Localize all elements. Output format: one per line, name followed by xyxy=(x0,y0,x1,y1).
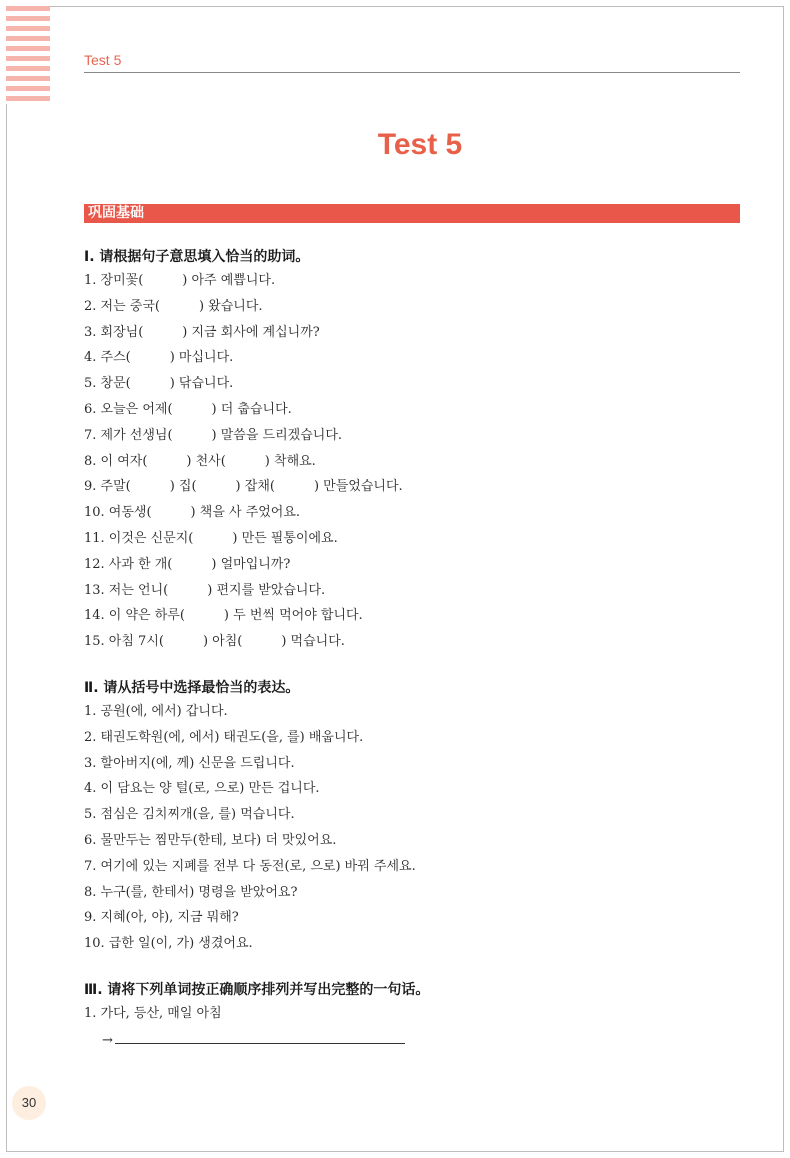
exercise-item: 4. 주스( ) 마십니다. xyxy=(84,350,234,366)
exercise-item: 5. 창문( ) 닦습니다. xyxy=(84,376,234,392)
part-heading: Ⅰ. 请根据句子意思填入恰当的助词。 xyxy=(84,249,310,265)
exercise-item: 7. 제가 선생님( ) 말씀을 드리겠습니다. xyxy=(84,427,343,443)
section-bar xyxy=(84,204,740,223)
section-label: 巩固基础 xyxy=(88,205,144,221)
part-1 xyxy=(84,246,740,655)
exercise-item: 11. 이것은 신문지( ) 만든 필통이에요. xyxy=(84,530,338,546)
exercise-item: 5. 점심은 김치찌개(을, 를) 먹습니다. xyxy=(84,807,295,823)
exercise-item: 14. 이 약은 하루( ) 두 번씩 먹어야 합니다. xyxy=(84,608,363,624)
page-title: Test 5 xyxy=(377,128,463,161)
exercise-item: 15. 아침 7시( ) 아침( ) 먹습니다. xyxy=(84,634,345,650)
exercise-item: 10. 여동생( ) 책을 사 주었어요. xyxy=(84,505,301,521)
exercise-item: 12. 사과 한 개( ) 얼마입니까? xyxy=(84,556,291,572)
part-2 xyxy=(84,677,740,957)
exercise-item: 3. 회장님( ) 지금 회사에 계십니까? xyxy=(84,324,320,340)
decorative-stripes xyxy=(6,6,50,104)
exercise-item: 1. 공원(에, 에서) 갑니다. xyxy=(84,703,228,719)
arrow-icon: → xyxy=(102,1032,113,1048)
header-rule xyxy=(84,72,740,73)
answer-line xyxy=(84,1027,740,1055)
spacer xyxy=(84,957,740,979)
exercise-item: 3. 할아버지(에, 께) 신문을 드립니다. xyxy=(84,755,295,771)
part-heading: Ⅱ. 请从括号中选择最恰当的表达。 xyxy=(84,679,300,696)
exercise-item: 8. 이 여자( ) 천사( ) 착해요. xyxy=(84,453,316,469)
running-header: Test 5 xyxy=(84,52,122,68)
exercise-item: 4. 이 담요는 양 털(로, 으로) 만든 겁니다. xyxy=(84,781,320,797)
exercise-item: 2. 저는 중국( ) 왔습니다. xyxy=(84,298,263,314)
answer-blank[interactable] xyxy=(115,1029,405,1044)
exercise-item: 1. 장미꽃( ) 아주 예쁩니다. xyxy=(84,273,276,288)
exercise-item: 9. 주말( ) 집( ) 잡채( ) 만들었습니다. xyxy=(84,479,403,495)
part-3 xyxy=(84,979,740,1055)
exercise-item: 6. 오늘은 어제( ) 더 춥습니다. xyxy=(84,401,292,417)
page-number: 30 xyxy=(12,1086,46,1120)
exercise-item: 8. 누구(를, 한테서) 명령을 받았어요? xyxy=(84,884,298,900)
spacer xyxy=(84,655,740,677)
exercise-content xyxy=(84,246,740,1055)
part-heading: Ⅲ. 请将下列单词按正确顺序排列并写出完整的一句话。 xyxy=(84,981,430,998)
exercise-item: 1. 가다, 등산, 매일 아침 xyxy=(84,1005,222,1021)
exercise-item: 13. 저는 언니( ) 편지를 받았습니다. xyxy=(84,582,326,598)
exercise-item: 2. 태권도학원(에, 에서) 태권도(을, 를) 배웁니다. xyxy=(84,729,364,745)
exercise-item: 9. 지혜(아, 야), 지금 뭐해? xyxy=(84,910,239,926)
exercise-item: 7. 여기에 있는 지폐를 전부 다 동전(로, 으로) 바꿔 주세요. xyxy=(84,858,416,874)
exercise-item: 6. 물만두는 찜만두(한테, 보다) 더 맛있어요. xyxy=(84,832,337,848)
exercise-item: 10. 급한 일(이, 가) 생겼어요. xyxy=(84,936,253,952)
